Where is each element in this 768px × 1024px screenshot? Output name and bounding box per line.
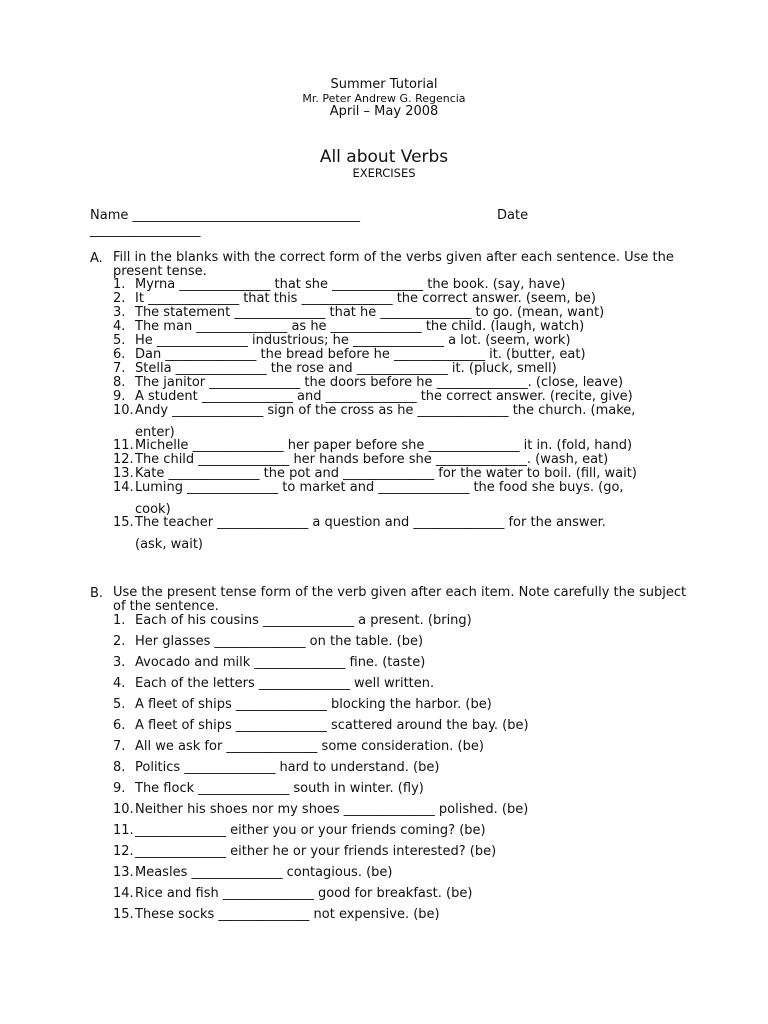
item-text: All we ask for ______________ some consideration. (be) — [135, 739, 484, 754]
item-number: 8. — [113, 375, 126, 390]
item-text: A student ______________ and ______________ the correct answer. (recite, give) — [135, 389, 633, 404]
date-label: Date — [497, 208, 529, 223]
list-item — [113, 320, 678, 334]
list-item — [113, 481, 678, 495]
item-number: 11. — [113, 823, 134, 838]
item-number: 9. — [113, 781, 126, 796]
list-item — [113, 677, 678, 691]
item-text: Kate ______________ the pot and ______________ for the water to boil. (fill, wait) — [135, 466, 637, 481]
item-number: 11. — [113, 438, 134, 453]
header-dates: April – May 2008 — [329, 104, 439, 119]
list-item — [113, 404, 678, 418]
list-item — [113, 698, 678, 712]
item-number: 8. — [113, 760, 126, 775]
item-text: Avocado and milk ______________ fine. (taste) — [135, 655, 426, 670]
item-text: He ______________ industrious; he ______________ a lot. (seem, work) — [135, 333, 571, 348]
item-number: 7. — [113, 739, 126, 754]
item-number: 3. — [113, 655, 126, 670]
item-text: Rice and fish ______________ good for breakfast. (be) — [135, 886, 473, 901]
list-item — [113, 866, 678, 880]
section-b-letter: B. — [90, 586, 104, 601]
list-item — [113, 348, 678, 362]
list-item — [113, 740, 678, 754]
item-continuation: enter) — [135, 425, 175, 440]
item-text: Dan ______________ the bread before he ______________ it. (butter, eat) — [135, 347, 586, 362]
section-a-letter: A. — [90, 251, 103, 266]
item-text: Myrna ______________ that she ______________ the book. (say, have) — [135, 277, 566, 292]
list-item — [113, 376, 678, 390]
item-text: The child ______________ her hands before she ______________. (wash, eat) — [135, 452, 609, 467]
item-number: 1. — [113, 613, 126, 628]
item-text: The man ______________ as he ______________ the child. (laugh, watch) — [135, 319, 585, 334]
item-number: 13. — [113, 865, 134, 880]
item-text: The flock ______________ south in winter. (fly) — [135, 781, 424, 796]
item-text: ______________ either he or your friends interested? (be) — [135, 844, 497, 859]
list-item — [113, 306, 678, 320]
item-number: 7. — [113, 361, 126, 376]
item-number: 12. — [113, 452, 134, 467]
page-title: All about Verbs — [319, 147, 449, 167]
item-text: Luming ______________ to market and ______________ the food she buys. (go, — [135, 480, 624, 495]
item-number: 15. — [113, 907, 134, 922]
item-number: 13. — [113, 466, 134, 481]
item-text: It ______________ that this ______________ the correct answer. (seem, be) — [135, 291, 596, 306]
list-item — [113, 803, 678, 817]
item-text: Michelle ______________ her paper before she ______________ it in. (fold, hand) — [135, 438, 633, 453]
item-number: 5. — [113, 697, 126, 712]
item-text: Andy ______________ sign of the cross as he ______________ the church. (make, — [135, 403, 636, 418]
item-text: Her glasses ______________ on the table. (be) — [135, 634, 424, 649]
list-item — [113, 887, 678, 901]
list-item — [113, 453, 678, 467]
list-item — [113, 845, 678, 859]
item-number: 3. — [113, 305, 126, 320]
list-item — [113, 292, 678, 306]
list-item — [113, 824, 678, 838]
list-item — [113, 908, 678, 922]
item-number: 10. — [113, 802, 134, 817]
list-item — [113, 278, 678, 292]
date-field: _________________ — [90, 223, 201, 238]
list-item — [113, 516, 678, 530]
item-number: 9. — [113, 389, 126, 404]
item-text: The janitor ______________ the doors before he ______________. (close, leave) — [135, 375, 624, 390]
list-item — [113, 439, 678, 453]
item-text: Stella ______________ the rose and ______________ it. (pluck, smell) — [135, 361, 557, 376]
item-text: Politics ______________ hard to understand. (be) — [135, 760, 440, 775]
item-number: 6. — [113, 718, 126, 733]
item-number: 2. — [113, 634, 126, 649]
list-item — [113, 635, 678, 649]
list-item — [113, 467, 678, 481]
list-item — [113, 761, 678, 775]
header-teacher: Mr. Peter Andrew G. Regencia — [302, 92, 466, 105]
item-number: 14. — [113, 886, 134, 901]
item-number: 4. — [113, 319, 126, 334]
item-number: 10. — [113, 403, 134, 418]
item-text: Neither his shoes nor my shoes ______________ polished. (be) — [135, 802, 529, 817]
item-number: 4. — [113, 676, 126, 691]
item-number: 6. — [113, 347, 126, 362]
item-number: 1. — [113, 277, 126, 292]
item-text: A fleet of ships ______________ scattered around the bay. (be) — [135, 718, 529, 733]
list-item — [113, 390, 678, 404]
list-item — [113, 782, 678, 796]
section-a-instructions: Fill in the blanks with the correct form of the verbs given after each sentence. Use the present tense. — [113, 250, 674, 279]
item-number: 5. — [113, 333, 126, 348]
item-text: Each of his cousins ______________ a present. (bring) — [135, 613, 472, 628]
item-text: ______________ either you or your friends coming? (be) — [135, 823, 486, 838]
list-item — [113, 334, 678, 348]
list-item — [113, 656, 678, 670]
item-number: 2. — [113, 291, 126, 306]
item-continuation: cook) — [135, 502, 171, 517]
item-text: A fleet of ships ______________ blocking the harbor. (be) — [135, 697, 492, 712]
item-continuation: (ask, wait) — [135, 537, 203, 552]
item-text: Each of the letters ______________ well written. — [135, 676, 435, 691]
section-b-instructions: Use the present tense form of the verb given after each item. Note carefully the subject of the sentence. — [113, 585, 687, 614]
list-item — [113, 362, 678, 376]
item-number: 12. — [113, 844, 134, 859]
item-text: The teacher ______________ a question and ______________ for the answer. — [135, 515, 606, 530]
name-field: Name ___________________________________ — [90, 208, 360, 223]
item-number: 15. — [113, 515, 134, 530]
item-text: Measles ______________ contagious. (be) — [135, 865, 393, 880]
item-text: The statement ______________ that he ______________ to go. (mean, want) — [135, 305, 605, 320]
list-item — [113, 614, 678, 628]
item-text: These socks ______________ not expensive. (be) — [135, 907, 440, 922]
header-course: Summer Tutorial — [330, 77, 438, 92]
list-item — [113, 719, 678, 733]
page-subtitle: EXERCISES — [352, 166, 416, 180]
item-number: 14. — [113, 480, 134, 495]
